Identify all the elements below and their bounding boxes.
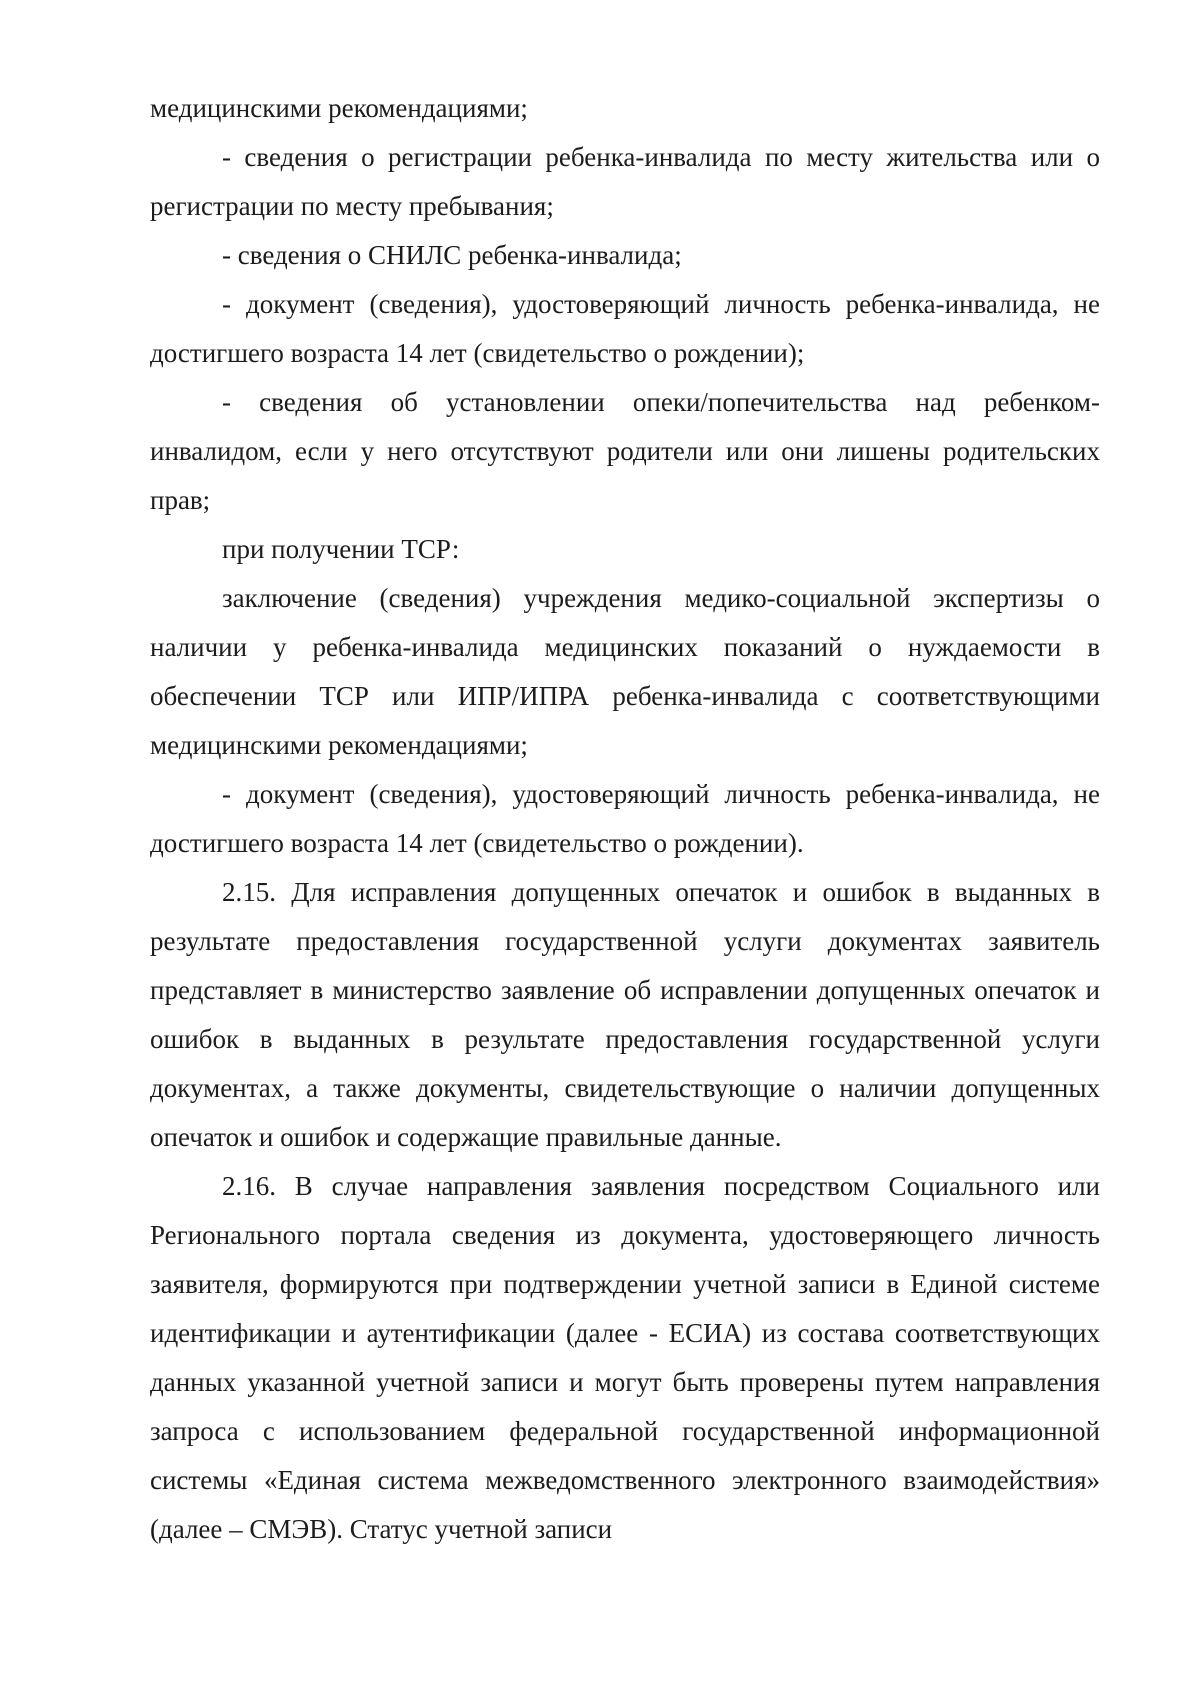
paragraph-continuation: медицинскими рекомендациями; bbox=[150, 93, 528, 123]
paragraph-section-2-16: 2.16. В случае направления заявления посредством Социального или Регионального портала сведения из документа, удостоверяющего личность заявителя, формируются при подтверждении учетной записи в Единой системе идентификации и аутентификации (далее - ЕСИА) из состава соответствующих данных указанной учетной записи и могут быть проверены путем направления запроса с использованием федеральной государственной информационной системы «Единая система межведомственного электронного взаимодействия» (далее – СМЭВ). Статус учетной записи bbox=[150, 1171, 1100, 1544]
paragraph-registration-info: - сведения о регистрации ребенка-инвалида по месту жительства или о регистрации по месту пребывания; bbox=[150, 142, 1100, 221]
paragraph-guardianship-info: - сведения об установлении опеки/попечительства над ребенком-инвалидом, если у него отсутствуют родители или они лишены родительских прав; bbox=[150, 387, 1100, 515]
document-body bbox=[150, 84, 1100, 1554]
paragraph-section-2-15: 2.15. Для исправления допущенных опечаток и ошибок в выданных в результате предоставления государственной услуги документах заявитель представляет в министерство заявление об исправлении допущенных опечаток и ошибок в выданных в результате предоставления государственной услуги документах, а также документы, свидетельствующие о наличии допущенных опечаток и ошибок и содержащие правильные данные. bbox=[150, 877, 1100, 1152]
paragraph-tsr-heading: при получении ТСР: bbox=[222, 534, 460, 564]
paragraph-identity-document: - документ (сведения), удостоверяющий личность ребенка-инвалида, не достигшего возраста 14 лет (свидетельство о рождении); bbox=[150, 289, 1100, 368]
paragraph-identity-document-2: - документ (сведения), удостоверяющий личность ребенка-инвалида, не достигшего возраста 14 лет (свидетельство о рождении). bbox=[150, 779, 1100, 858]
paragraph-mse-conclusion: заключение (сведения) учреждения медико-социальной экспертизы о наличии у ребенка-инвалида медицинских показаний о нуждаемости в обеспечении ТСР или ИПР/ИПРА ребенка-инвалида с соответствующими медицинскими рекомендациями; bbox=[150, 583, 1100, 760]
paragraph-snils-info: - сведения о СНИЛС ребенка-инвалида; bbox=[222, 240, 682, 270]
